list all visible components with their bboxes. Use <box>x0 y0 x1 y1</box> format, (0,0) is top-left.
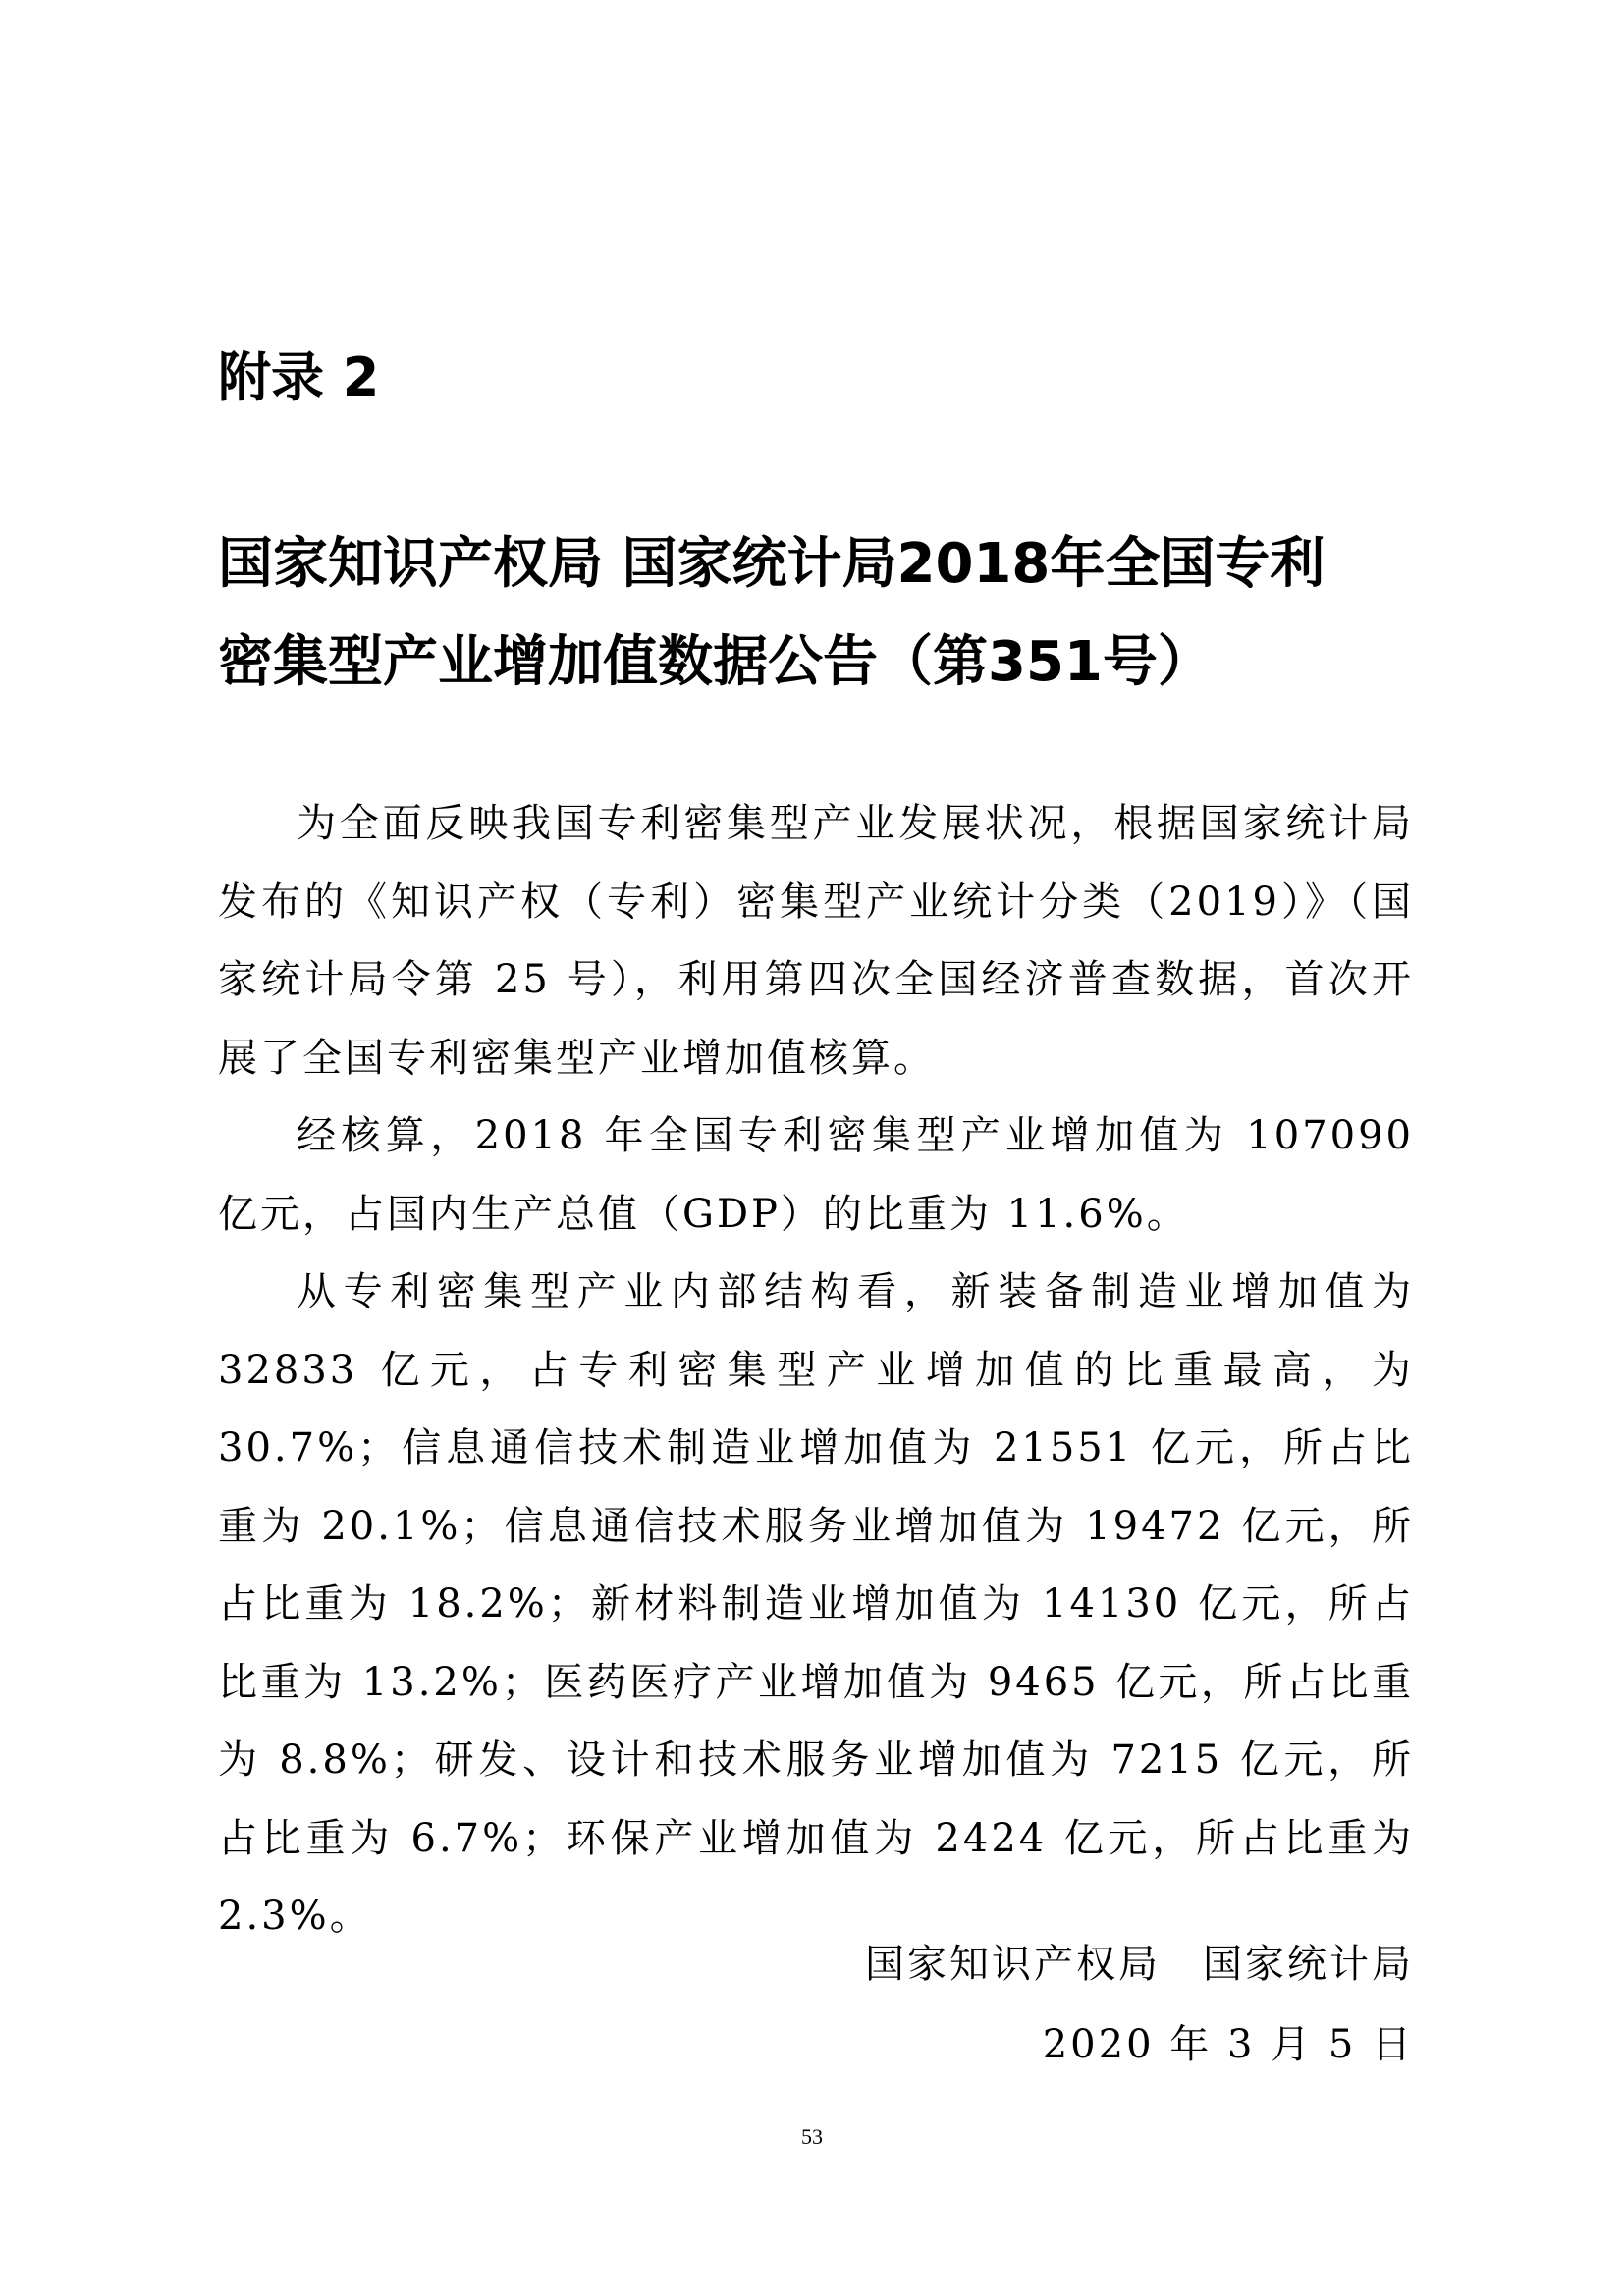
document-title-line-2: 密集型产业增加值数据公告（第351号） <box>218 630 1213 694</box>
body-paragraph-intro: 为全面反映我国专利密集型产业发展状况，根据国家统计局发布的《知识产权（专利）密集型产业统计分类（2019）》（国家统计局令第 25 号），利用第四次全国经济普查数据，首次开展了全国专利密集型产业增加值核算。 <box>218 801 1414 1081</box>
document-title <box>218 515 1426 712</box>
issuer-names: 国家知识产权局 国家统计局 <box>865 1942 1414 1987</box>
page-number: 53 <box>801 2124 823 2149</box>
document-title-line-1: 国家知识产权局 国家统计局2018年全国专利 <box>218 532 1326 596</box>
appendix-label: 附录 2 <box>218 347 380 408</box>
body-paragraph-structure: 从专利密集型产业内部结构看，新装备制造业增加值为 32833 亿元，占专利密集型产业增加值的比重最高，为 30.7%；信息通信技术制造业增加值为 21551 亿元，所占比重为 20.1%；信息通信技术服务业增加值为 19472 亿元，所占比重为 18.2%；新材料制造业增加值为 14130 亿元，所占比重为 13.2%；医药医疗产业增加值为 9465 亿元，所占比重为 8.8%；研发、设计和技术服务业增加值为 7215 亿元，所占比重为 6.7%；环保产业增加值为 2424 亿元，所占比重为 2.3%。 <box>218 1269 1414 1939</box>
signature-block <box>865 1924 1414 2085</box>
body-paragraph-total: 经核算，2018 年全国专利密集型产业增加值为 107090 亿元，占国内生产总值（GDP）的比重为 11.6%。 <box>218 1113 1414 1237</box>
document-body <box>218 785 1414 1956</box>
issue-date: 2020 年 3 月 5 日 <box>1042 2022 1414 2067</box>
